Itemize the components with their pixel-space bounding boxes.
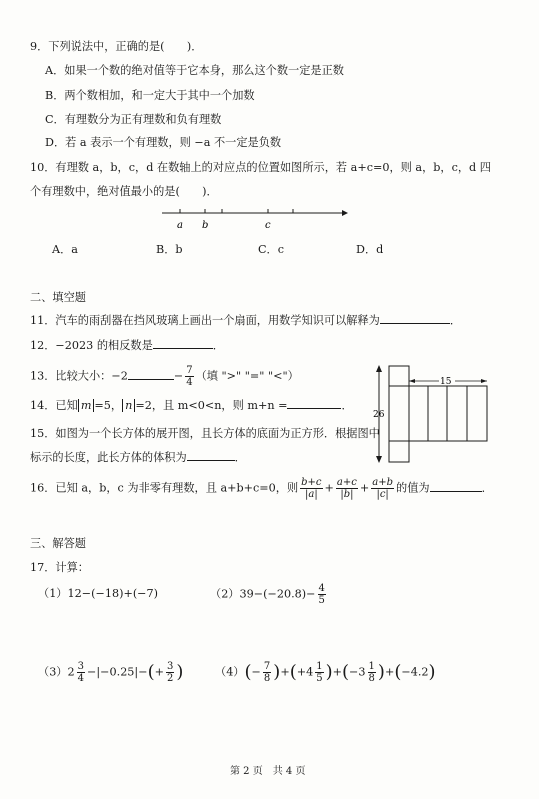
q12-blank <box>153 347 213 349</box>
q14: 14．已知 m =5， n =2，且 m<0<n，则 m+n = ． <box>30 399 353 412</box>
q13-neg: − <box>173 369 184 383</box>
axis-label-c: c <box>265 220 271 231</box>
q17-part3-frac2: $\frac{3}{2}$ <box>166 661 174 684</box>
q16-pre: 16．已知 a，b，c 为非零有理数，且 a+b+c=0，则 <box>30 481 299 495</box>
q12: 12．−2023 的相反数是 ． <box>30 339 224 352</box>
p4-paren-close-1: ) <box>273 661 281 683</box>
section-answer: 三、解答题 <box>30 537 86 550</box>
section-fill-in: 二、填空题 <box>30 291 86 304</box>
q10-stem-line2: 个有理数中，绝对值最小的是( )． <box>30 185 218 198</box>
q17-part3 <box>38 661 183 684</box>
q10-stem-line1: 10．有理数 a，b，c，d 在数轴上的对应点的位置如图所示，若 a+c=0，则 a，b，c，d 四 <box>30 161 491 174</box>
q15-line2: 标示的长度，此长方体的体积为 ． <box>30 451 246 464</box>
label-26: 26 <box>373 410 385 420</box>
q17-part4 <box>215 661 436 684</box>
q9-option-b: B．两个数相加，和一定大于其中一个加数 <box>45 89 255 102</box>
p4-paren-open-3: ( <box>342 661 350 683</box>
p4-paren-close-3: ) <box>377 661 385 683</box>
q16-plus-1: + <box>324 481 334 495</box>
q14-eq1: =5， <box>94 399 123 412</box>
p4-plus-2: + <box>332 665 342 679</box>
q16-plus-2: + <box>359 481 370 495</box>
p4-plus-3: + <box>384 665 395 679</box>
q13 <box>30 365 299 388</box>
q11-text: 11．汽车的雨刮器在挡风玻璃上画出一个扇面，用数学知识可以解释为 <box>30 314 380 327</box>
q14-blank <box>287 407 341 409</box>
q11-blank <box>380 322 450 324</box>
q16-frac-1: $\frac{b+c}{|a|}$ <box>301 477 322 500</box>
p4-plus-1: + <box>280 665 290 679</box>
q17-part2-frac: $\frac{4}{5}$ <box>318 583 325 606</box>
q13-pre: 13．比较大小：−2 <box>30 369 128 383</box>
q17-part4-frac2: $\frac{1}{5}$ <box>316 661 323 684</box>
p4-term-c: −4.2 <box>401 665 429 679</box>
q13-blank <box>128 378 174 380</box>
q17-part2 <box>210 583 328 606</box>
q17-part1: （1）12−(−18)+(−7) <box>38 587 159 600</box>
p4-paren-open-4: ( <box>394 661 402 683</box>
q16: 16．已知 a，b，c 为非零有理数，且 a+b+c=0，则 $\frac{b+c}{|a|}$ + $\frac{a+c}{|b|}$ + $\frac{a+b}{|c|}$ 的值为 ． <box>30 477 493 500</box>
q17-part4-pre: （4） <box>215 665 245 679</box>
q9-option-a: A．如果一个数的绝对值等于它本身，那么这个数一定是正数 <box>45 64 344 77</box>
q16-frac-3: $\frac{a+b}{|c|}$ <box>372 477 393 500</box>
number-line <box>160 202 350 232</box>
q17-part3-inner: + <box>154 665 164 679</box>
q16-frac-2: $\frac{a+c}{|b|}$ <box>336 477 357 500</box>
q9-stem: 9．下列说法中，正确的是( )． <box>30 40 203 53</box>
q14-abs-n: n <box>122 399 135 412</box>
q14-eq2: =2，且 m<0<n，则 m+n = <box>135 399 288 412</box>
p4-term-a: +4 <box>296 665 314 679</box>
page-footer: 第 2 页 共 4 页 <box>230 766 306 777</box>
q17-part3-pre: （3）2 <box>38 665 75 679</box>
q14-abs-m: m <box>78 399 95 412</box>
q13-fraction <box>185 365 193 388</box>
axis-label-a: a <box>177 220 183 231</box>
q17-part4-frac3: $\frac{1}{8}$ <box>368 661 375 684</box>
q13-frac-den: 4 <box>186 377 193 388</box>
paren-close: ) <box>176 661 184 683</box>
q14-pre: 14．已知 <box>30 399 78 412</box>
q12-text: 12．−2023 的相反数是 <box>30 339 153 352</box>
q13-frac-num: 7 <box>186 365 193 376</box>
q15-blank <box>187 459 235 461</box>
q10-option-a: A．a <box>52 243 78 256</box>
q11: 11．汽车的雨刮器在挡风玻璃上画出一个扇面，用数学知识可以解释为 ． <box>30 314 462 327</box>
q17-part4-frac1: $\frac{7}{8}$ <box>263 661 271 684</box>
q17-part3-frac1: $\frac{3}{4}$ <box>77 661 84 684</box>
q16-post: 的值为 <box>396 481 430 495</box>
q13-hint: （填 ">" "=" "<"） <box>195 369 299 383</box>
q17-part2-pre: （2）39−(−20.8)− <box>210 587 316 601</box>
q16-blank <box>430 490 482 492</box>
paren-open: ( <box>147 661 155 683</box>
axis-label-b: b <box>202 220 209 231</box>
p4-paren-open-2: ( <box>289 661 297 683</box>
q17-part3-mid: −|−0.25|− <box>87 665 148 679</box>
p4-term-b: −3 <box>349 665 366 679</box>
q17-stem: 17．计算： <box>30 561 89 574</box>
q10-option-c: C．c <box>258 243 285 256</box>
q15-text: 标示的长度，此长方体的体积为 <box>30 451 187 464</box>
cuboid-net-figure <box>372 362 494 468</box>
label-15: 15 <box>440 377 452 387</box>
q10-option-b: B．b <box>156 243 183 256</box>
q9-option-c: C．有理数分为正有理数和负有理数 <box>45 113 222 126</box>
p4-neg-1: − <box>251 665 261 679</box>
p4-paren-open-1: ( <box>244 661 252 683</box>
q15-line1: 15．如图为一个长方体的展开图，且长方体的底面为正方形．根据图中 <box>30 427 380 440</box>
q10-option-d: D．d <box>356 243 384 256</box>
p4-paren-close-2: ) <box>325 661 333 683</box>
q9-option-d: D．若 a 表示一个有理数，则 −a 不一定是负数 <box>45 136 282 149</box>
p4-paren-close-4: ) <box>428 661 436 683</box>
